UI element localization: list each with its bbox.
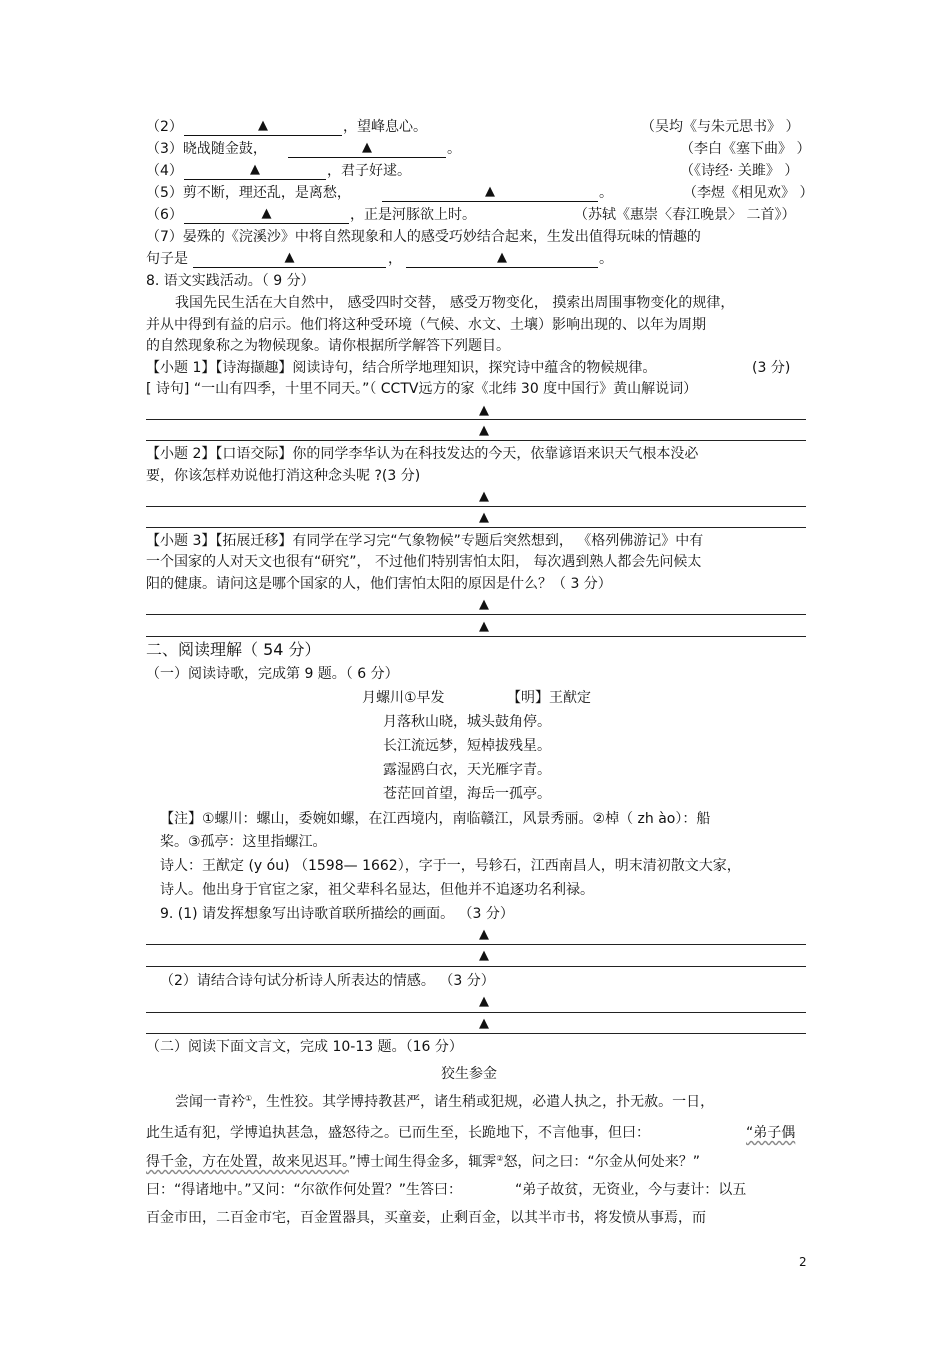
classical-text: 得千金，方在处置，故来见迟耳。”博士闻生得金多，辄霁②怒，问之曰：“尔金从何处来？” <box>146 1154 700 1170</box>
poem-author: 【明】王猷定 <box>507 690 591 706</box>
poet-bio: 诗人。他出身于官宦之家，祖父辈科名显达，但他并不追逐功名利禄。 <box>160 882 594 898</box>
answer-line[interactable] <box>146 440 806 441</box>
answer-line[interactable] <box>146 1033 806 1034</box>
fill-4-num: （4） <box>146 163 183 179</box>
fill-7-line2: 句子是 <box>146 251 188 267</box>
footnote-marker: ① <box>245 1094 253 1103</box>
answer-mark: ▲ <box>479 597 489 612</box>
subquestion-3: 阳的健康。请问这是哪个国家的人，他们害怕太阳的原因是什么？（ 3 分） <box>146 576 612 592</box>
classical-text: 百金市田，二百金市宅，百金置器具，买童妾，止剩百金，以其半市书，将发愤从事焉，而 <box>146 1210 706 1226</box>
answer-line[interactable] <box>146 506 806 507</box>
answer-blank[interactable]: ▲ <box>406 249 598 268</box>
comma: ， <box>388 251 402 267</box>
poem-line: 长江流远梦，短棹拔残星。 <box>383 738 551 754</box>
subsection-2: （二）阅读下面文言文，完成 10-13 题。（16 分） <box>146 1039 463 1055</box>
answer-blank[interactable]: ▲ <box>184 117 342 136</box>
fill-4-source: （《诗经· 关雎》 ） <box>680 163 799 179</box>
answer-line[interactable] <box>146 419 806 420</box>
answer-blank[interactable]: ▲ <box>184 161 326 180</box>
poem-line: 苍茫回首望，海岳一孤亭。 <box>383 786 551 802</box>
subquestion-2: 要，你该怎样劝说他打消这种念头呢 ?(3 分) <box>146 468 421 484</box>
fill-7-line1: （7）晏殊的《浣溪沙》中将自然现象和人的感受巧妙结合起来，生发出值得玩味的情趣的 <box>146 229 701 245</box>
q8-paragraph: 我国先民生活在大自然中， 感受四时交替， 感受万物变化， 摸索出周围事物变化的规律， <box>175 295 735 311</box>
classical-text: 尝闻一青衿①，生性狡。其学博持教甚严，诸生稍或犯规，必遣人执之，扑无赦。一日， <box>175 1094 715 1110</box>
subquestion-3: 【小题 3】【拓展迁移】有同学在学习完“气象物候”专题后突然想到， 《格列佛游记》中有 <box>146 533 704 549</box>
answer-line[interactable] <box>146 614 806 615</box>
fill-5-source: （李煜《相见欢》 ） <box>683 185 814 201</box>
answer-line[interactable] <box>146 1012 806 1013</box>
classical-text: 曰：“得诸地中。”又问：“尔欲作何处置？”生答曰： <box>146 1182 463 1198</box>
page-number: 2 <box>799 1255 807 1269</box>
fill-5-text: （5）剪不断，理还乱，是离愁， <box>146 185 351 201</box>
answer-line[interactable] <box>146 636 806 637</box>
classical-text: 此生适有犯，学博追执甚急，盛怒待之。已而生至，长跪地下，不言他事，但曰： <box>146 1125 650 1141</box>
answer-line[interactable] <box>146 966 806 967</box>
answer-mark: ▲ <box>479 948 489 963</box>
answer-mark: ▲ <box>479 619 489 634</box>
fill-6-text: ，正是河豚欲上时。 <box>350 207 476 223</box>
fill-2-text: ，望峰息心。 <box>343 119 427 135</box>
poet-bio: 诗人：王猷定 (y óu) （1598— 1662），字于一，号轸石，江西南昌人，明末清初散文大家， <box>160 858 741 874</box>
fill-2-source: （吴均《与朱元思书》 ） <box>641 119 800 135</box>
fill-6-source: （苏轼《惠崇〈春江晚景〉 二首》） <box>574 207 796 223</box>
q8-paragraph: 的自然现象称之为物候现象。请你根据所学解答下列题目。 <box>146 338 510 354</box>
q8-title: 8. 语文实践活动。（ 9 分） <box>146 273 315 289</box>
answer-blank[interactable]: ▲ <box>184 205 349 224</box>
fill-5-end: 。 <box>599 185 613 201</box>
fill-3-source: （李白《塞下曲》 ） <box>680 141 811 157</box>
poem-line: 露湿鸥白衣，天光雁字青。 <box>383 762 551 778</box>
question-9-2: （2）请结合诗句试分析诗人所表达的情感。 （3 分） <box>160 973 495 989</box>
poem-line: 月落秋山晓，城头鼓角停。 <box>383 714 551 730</box>
answer-mark: ▲ <box>479 489 489 504</box>
period: 。 <box>599 251 613 267</box>
answer-mark: ▲ <box>479 994 489 1009</box>
fill-4-text: ，君子好逑。 <box>327 163 411 179</box>
subquestion-3: 一个国家的人对天文也很有“研究”， 不过他们特别害怕太阳， 每次遇到熟人都会先问候太 <box>146 554 702 570</box>
fill-2-num: （2） <box>146 119 183 135</box>
fill-3-text: （3）晓战随金鼓， <box>146 141 267 157</box>
answer-mark: ▲ <box>479 510 489 525</box>
q8-paragraph: 并从中得到有益的启示。他们将这种受环境（气候、水文、土壤）影响出现的、以年为周期 <box>146 317 706 333</box>
answer-blank[interactable]: ▲ <box>193 249 386 268</box>
answer-line[interactable] <box>146 527 806 528</box>
section-heading: 二、阅读理解（ 54 分） <box>146 640 321 659</box>
poem-quote: [ 诗句] “一山有四季，十里不同天。”（ CCTV远方的家《北纬 30 度中国行》黄山解说词） <box>146 381 698 397</box>
subquestion-2: 【小题 2】【口语交际】你的同学李华认为在科技发达的今天，依靠谚语来识天气根本没必 <box>146 446 699 462</box>
subquestion-1: 【小题 1】【诗海撷趣】阅读诗句，结合所学地理知识，探究诗中蕴含的物候规律。 <box>146 360 657 376</box>
classical-text: “弟子偶 <box>746 1125 796 1141</box>
answer-mark: ▲ <box>479 1016 489 1031</box>
text-title: 狡生参金 <box>441 1066 497 1082</box>
fill-3-end: 。 <box>447 141 461 157</box>
subquestion-1-score: (3 分) <box>752 360 791 376</box>
answer-mark: ▲ <box>479 423 489 438</box>
poem-note: 【注】①螺川：螺山，委婉如螺，在江西境内，南临赣江，风景秀丽。②棹（ zh ào）：船 <box>160 811 711 827</box>
fill-6-num: （6） <box>146 207 183 223</box>
answer-blank[interactable]: ▲ <box>288 139 446 158</box>
footnote-marker: ② <box>496 1154 504 1163</box>
poem-title: 月螺川①早发 <box>362 690 445 706</box>
answer-line[interactable] <box>146 944 806 945</box>
answer-mark: ▲ <box>479 403 489 418</box>
answer-blank[interactable]: ▲ <box>382 183 598 202</box>
subsection-1: （一）阅读诗歌，完成第 9 题。（ 6 分） <box>146 666 399 682</box>
poem-note: 桨。③孤亭：这里指螺江。 <box>160 834 327 850</box>
answer-mark: ▲ <box>479 927 489 942</box>
classical-text: “弟子故贫，无资业，今与妻计：以五 <box>515 1182 747 1198</box>
question-9-1: 9. (1) 请发挥想象写出诗歌首联所描绘的画面。 （3 分） <box>160 906 514 922</box>
